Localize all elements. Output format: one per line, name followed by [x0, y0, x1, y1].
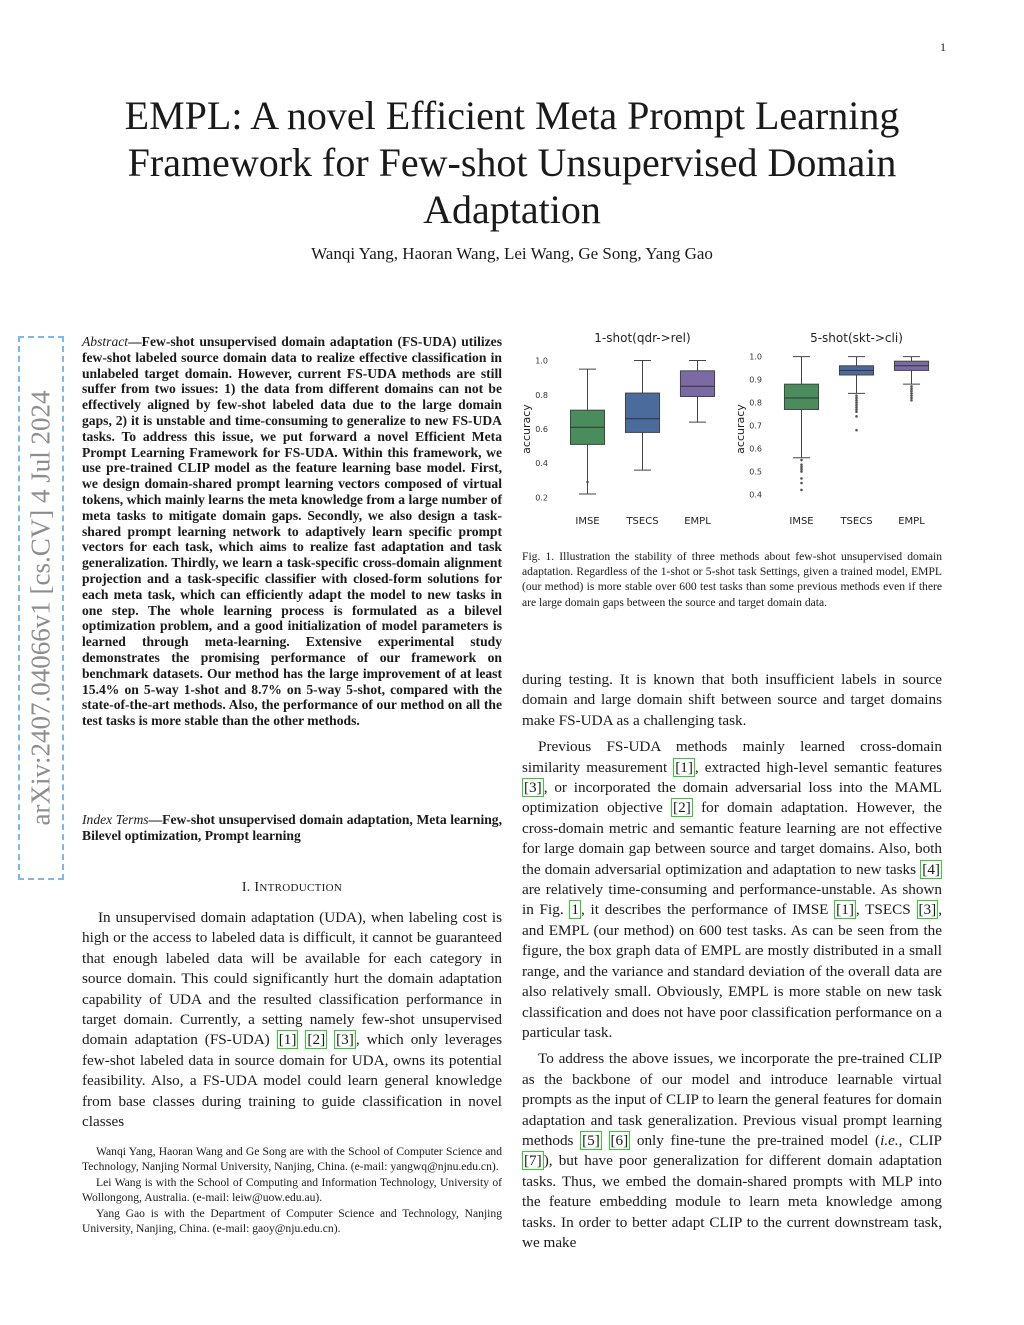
chart-title: 1-shot(qdr->rel): [594, 331, 691, 345]
page-number: 1: [940, 40, 946, 54]
citation-link[interactable]: [3]: [918, 901, 937, 919]
outlier-point: [910, 394, 913, 397]
y-tick-label: 0.4: [749, 490, 762, 500]
outlier-point: [855, 406, 858, 409]
outlier-point: [586, 481, 589, 484]
footnote: Yang Gao is with the Department of Computer Science and Technology, Nanjing University, Nanjing, China. (e-mail: gaoy@nju.edu.cn).: [82, 1207, 502, 1235]
outlier-point: [800, 489, 803, 492]
outlier-point: [855, 415, 858, 418]
text: Previous FS-UDA methods mainly learned cross-domain similarity measurement: [522, 738, 942, 776]
intro-paragraph: [82, 908, 502, 1132]
author-list: Wanqi Yang, Haoran Wang, Lei Wang, Ge Song, Yang Gao: [311, 244, 713, 263]
abstract: [82, 334, 502, 729]
arxiv-stamp[interactable]: [18, 336, 64, 880]
citation-link[interactable]: [6]: [610, 1131, 629, 1149]
y-tick-label: 0.7: [749, 421, 762, 431]
intro-text: , which only leverages few-shot labeled data in source domain for UDA, owns its potential feasibility. Also, a FS-UDA model could learn general knowledge from base classes during training to guide classification in novel classes: [82, 1031, 503, 1131]
x-tick-label: TSECS: [840, 516, 873, 527]
y-tick-label: 0.5: [749, 467, 762, 477]
text: , and EMPL (our method) on 600 test tasks. As can be seen from the figure, the box graph data of EMPL are mostly distributed in a small range, and the variance and standard deviation of the overall data are also relatively small. Obviously, EMPL is more stable on new task classification and does not have poor classification performance on a particular task.: [522, 901, 943, 1041]
footnote: Lei Wang is with the School of Computing and Information Technology, University of Wollongong, Australia. (e-mail: leiw@uow.edu.au).: [82, 1176, 502, 1204]
text: for domain adaptation. However, the cross-domain metric and semantic feature learning are not effective for large domain gap between source and target domains. Also, both the domain adversarial optimization and adaptation to new tasks: [522, 799, 942, 878]
citation-link[interactable]: [2]: [673, 799, 691, 817]
outlier-point: [910, 399, 913, 402]
outlier-point: [910, 390, 913, 393]
outlier-point: [855, 404, 858, 407]
x-tick-label: TSECS: [626, 516, 659, 527]
box-tsecs: [625, 393, 659, 432]
outlier-point: [910, 387, 913, 390]
text: To address the above issues, we incorporate the pre-trained CLIP as the backbone of our model and introduce learnable virtual prompts as the input of CLIP to learn the general features for domain adaptation and task generalization. Previous visual prompt learning methods: [522, 1050, 942, 1149]
citation-link[interactable]: [3]: [524, 779, 542, 797]
paragraph: [522, 737, 942, 1043]
index-terms-text: —Few-shot unsupervised domain adaptation, Meta learning, Bilevel optimization, Prompt learning: [82, 812, 502, 843]
text: are relatively time-consuming and performance-unstable. As shown in Fig.: [522, 881, 942, 919]
index-terms: [82, 812, 502, 844]
citation-link[interactable]: [1]: [675, 758, 693, 776]
abstract-label: Abstract: [82, 334, 129, 349]
box-empl: [680, 371, 714, 397]
section-title-first: I: [254, 880, 260, 895]
section-number: I.: [241, 880, 251, 895]
outlier-point: [800, 477, 803, 480]
figure-link[interactable]: 1: [571, 901, 579, 919]
footnotes: [82, 1145, 502, 1238]
outlier-point: [800, 459, 803, 462]
x-tick-label: IMSE: [575, 516, 600, 527]
x-tick-label: EMPL: [684, 516, 711, 527]
outlier-point: [910, 392, 913, 395]
boxplot-chart-1shot: [520, 326, 732, 536]
right-column-text: [522, 670, 942, 1253]
citation-link[interactable]: [3]: [336, 1031, 354, 1049]
outlier-point: [855, 408, 858, 411]
outlier-point: [855, 397, 858, 400]
section-title-rest: NTRODUCTION: [259, 882, 343, 894]
paragraph: [522, 1049, 942, 1253]
outlier-point: [800, 482, 803, 485]
text: , or incorporated the domain adversarial loss into the MAML optimization objective: [522, 779, 942, 817]
y-tick-label: 0.6: [749, 444, 762, 454]
outlier-point: [855, 399, 858, 402]
y-tick-label: 0.8: [749, 398, 762, 408]
intro-text: In unsupervised domain adaptation (UDA), when labeling cost is high or the access to labeled data is difficult, it cannot be guaranteed that enough labeled data will be available for each category in source domain. This could significantly hurt the domain adaptation capability of UDA and the resulted classification performance in target domain. Currently, a setting namely few-shot unsupervised domain adaptation (FS-UDA): [82, 909, 502, 1049]
text: ), but have poor generalization for different domain adaptation tasks. Thus, we embed the domain-shared prompts with MLP into the feature embedding module to learn meta knowledge among tasks. In order to better adapt CLIP to the current downstream task, we make: [522, 1152, 942, 1251]
figure-caption: Fig. 1. Illustration the stability of three methods about few-shot unsupervised domain adaptation. Regardless of the 1-shot or 5-shot task Settings, given a trained model, EMPL (our method) is more stable over 600 test tasks than some previous methods even if there are large domain gaps between the source and target domain data.: [522, 550, 942, 609]
text: , CLIP: [898, 1131, 943, 1149]
abstract-text: —Few-shot unsupervised domain adaptation (FS-UDA) utilizes few-shot labeled source domain data to realize effective classification in unlabeled target domain. However, current FS-UDA methods are still suffer from two issues: 1) the data from different domains can not be effectively aligned by few-shot labeled data due to the large domain gaps, 2) it is unstable and time-consuming to generalize to new FS-UDA tasks. To address this issue, we put forward a novel Efficient Meta Prompt Learning Framework for FS-UDA. Within this framework, we use pre-trained CLIP model as the feature learning base model. First, we design domain-shared prompt learning vectors composed of virtual tokens, which mainly learns the meta knowledge from a large number of meta tasks to mitigate domain gaps. Secondly, we also design a task-shared prompt learning network to adaptively learn specific prompt vectors for each task, which aims to realize fast adaptation and task generalization. Thirdly, we learn a task-specific cross-domain alignment projection and a task-specific classifier with closed-form solutions for each meta task, which can efficiently adapt the model to new tasks in one step. The whole learning process is formulated as a bilevel optimization problem, and a good initialization of model parameters is learned through meta-learning. Extensive experimental study demonstrates the promising performance of our framework on benchmark datasets. Our method has the large improvement of at least 15.4% on 5-way 1-shot and 8.7% on 5-way 5-shot, compared with the state-of-the-art methods. Also, the performance of our method on all the test tasks is more stable than the other methods.: [82, 334, 502, 729]
arxiv-id: arXiv:2407.04066v1 [cs.CV] 4 Jul 2024: [25, 390, 56, 826]
y-tick-label: 0.9: [749, 375, 762, 385]
citation-link[interactable]: [1]: [836, 901, 854, 919]
outlier-point: [910, 385, 913, 388]
x-tick-label: IMSE: [789, 516, 814, 527]
citation-link[interactable]: [4]: [922, 860, 940, 878]
paper-title: EMPL: A novel Efficient Meta Prompt Learning Framework for Few-shot Unsupervised Domain Adaptation: [124, 93, 900, 232]
y-tick-label: 0.6: [535, 425, 548, 434]
paragraph: during testing. It is known that both insufficient labels in source domain and large domain shift between source and target domains make FS-UDA as a challenging task.: [522, 671, 942, 729]
y-axis-label: accuracy: [734, 404, 747, 454]
outlier-point: [800, 466, 803, 469]
y-tick-label: 0.4: [535, 459, 548, 469]
y-tick-label: 1.0: [535, 356, 548, 366]
y-tick-label: 0.2: [535, 493, 548, 503]
outlier-point: [910, 397, 913, 400]
section-heading: [82, 880, 502, 896]
citation-link[interactable]: [1]: [278, 1031, 297, 1049]
x-tick-label: EMPL: [898, 516, 925, 527]
outlier-point: [855, 410, 858, 413]
outlier-point: [855, 394, 858, 397]
boxplot-chart-5shot: [734, 326, 946, 536]
text: , extracted high-level semantic features: [694, 758, 943, 776]
text: , it describes the performance of IMSE: [580, 901, 835, 919]
text: only fine-tune the pre-trained model (: [630, 1131, 881, 1149]
y-tick-label: 0.8: [535, 390, 548, 400]
citation-link[interactable]: [2]: [307, 1031, 326, 1049]
text: i.e.: [880, 1131, 899, 1149]
outlier-point: [800, 470, 803, 473]
y-tick-label: 1.0: [749, 352, 762, 362]
index-terms-label: Index Terms: [82, 812, 149, 827]
outlier-point: [855, 401, 858, 404]
outlier-point: [800, 468, 803, 471]
chart-title: 5-shot(skt->cli): [810, 331, 903, 345]
y-axis-label: accuracy: [520, 404, 533, 454]
box-imse: [784, 384, 818, 409]
text: , TSECS: [855, 901, 917, 919]
citation-link[interactable]: [7]: [524, 1152, 542, 1170]
footnote: Wanqi Yang, Haoran Wang and Ge Song are with the School of Computer Science and Technology, Nanjing Normal University, Nanjing, China. (e-mail: yangwq@njnu.edu.cn).: [82, 1145, 502, 1173]
outlier-point: [800, 463, 803, 466]
outlier-point: [855, 429, 858, 432]
citation-link[interactable]: [5]: [582, 1131, 600, 1149]
